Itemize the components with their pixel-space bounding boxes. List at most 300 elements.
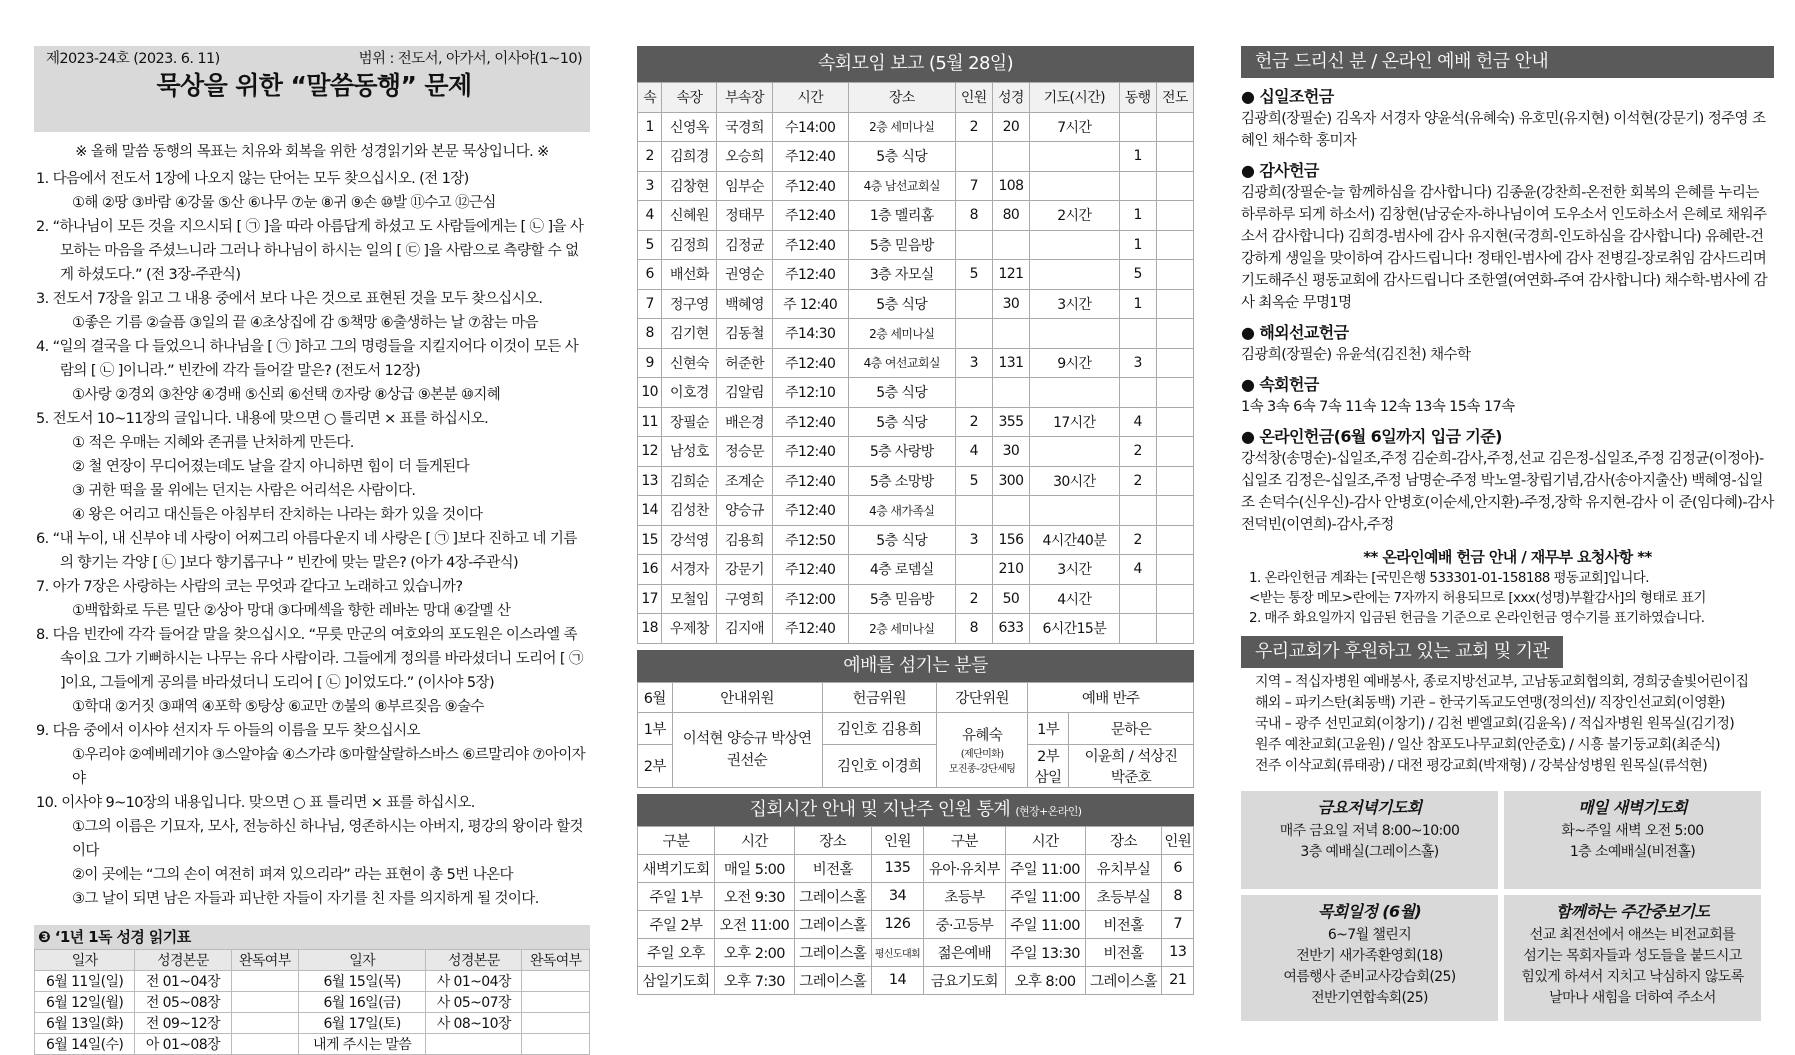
report-cell: 신현숙	[662, 348, 717, 378]
table-row	[638, 378, 1194, 408]
table-row	[638, 496, 1194, 526]
plan-cell: 사 08~10장	[426, 1013, 522, 1034]
offering-column	[1241, 0, 1774, 1021]
report-cell: 7	[955, 171, 992, 201]
report-cell: 3	[1119, 348, 1156, 378]
stats-cell: 그레이스홀	[794, 966, 871, 994]
report-cell	[1156, 348, 1193, 378]
table-row	[638, 319, 1194, 349]
wt-acc-p1: 1부	[1028, 712, 1069, 744]
question-option: ①해 ②땅 ③바람 ④강물 ⑤산 ⑥나무 ⑦눈 ⑧귀 ⑨손 ⑩발 ⑪수고 ⑫근심	[72, 195, 496, 211]
table-row	[638, 614, 1194, 644]
report-cell: 2	[1119, 437, 1156, 467]
report-cell: 4층 여선교회실	[848, 348, 955, 378]
question-option: ④ 왕은 어리고 대신들은 아침부터 잔치하는 나라는 화가 있을 것이다	[72, 507, 483, 523]
report-cell	[1156, 201, 1193, 231]
table-row	[35, 992, 590, 1013]
report-cell: 남성호	[662, 437, 717, 467]
report-cell: 김희순	[662, 466, 717, 496]
report-cell	[1156, 525, 1193, 555]
reading-plan-table	[34, 949, 590, 1055]
report-cell: 2시간	[1030, 201, 1120, 231]
info-box-line: 여름행사 준비교사강습회(25)	[1283, 969, 1456, 985]
stats-cell: 오후 2:00	[714, 938, 794, 966]
plan-cell	[231, 1034, 299, 1055]
report-cell: 4	[955, 437, 992, 467]
wt-pulpit-sub2: 모진종-강단세팅	[948, 764, 1016, 775]
report-cell: 5층 식당	[848, 407, 955, 437]
report-cell	[992, 142, 1029, 172]
table-row	[638, 966, 1194, 994]
wt-pulpit-name: 유혜숙	[962, 728, 1003, 744]
wt-h-guide: 안내위원	[672, 682, 822, 712]
info-box-title: 금요저녁기도회	[1317, 798, 1422, 817]
report-title: 속회모임 보고 (5월 28일)	[637, 46, 1194, 82]
stats-cell: 14	[871, 966, 923, 994]
question	[34, 575, 590, 623]
question	[34, 719, 590, 791]
report-header: 시간	[772, 83, 848, 113]
stats-cell: 유치부실	[1085, 854, 1162, 882]
report-cell	[955, 496, 992, 526]
report-cell: 주14:30	[772, 319, 848, 349]
stats-header: 인원	[1162, 826, 1194, 854]
stats-header: 장소	[794, 826, 871, 854]
table-row	[638, 854, 1194, 882]
report-cell: 156	[992, 525, 1029, 555]
notice-item: 1. 온라인헌금 계좌는 [국민은행 533301-01-158188 평동교회]입니다.	[1249, 570, 1649, 586]
report-cell: 2층 세미나실	[848, 614, 955, 644]
stats-cell: 평신도대회	[871, 938, 923, 966]
info-box-line: 날마나 새힘을 더하여 주소서	[1549, 990, 1716, 1006]
report-cell: 3시간	[1030, 289, 1120, 319]
info-box	[1241, 791, 1498, 889]
plan-cell	[231, 971, 299, 992]
report-cell: 양승규	[717, 496, 772, 526]
stats-cell: 비전홀	[794, 854, 871, 882]
report-cell: 모철임	[662, 584, 717, 614]
wt-pulpit	[936, 712, 1027, 787]
report-cell: 1	[1119, 230, 1156, 260]
quiz-column	[34, 0, 590, 1055]
offering-section-body: 1속 3속 6속 7속 11속 12속 13속 15속 17속	[1241, 399, 1515, 415]
report-cell: 7	[638, 289, 662, 319]
report-cell: 80	[992, 201, 1029, 231]
report-cell: 121	[992, 260, 1029, 290]
plan-header: 완독여부	[522, 950, 590, 971]
worship-servers-title: 예배를 섬기는 분들	[637, 650, 1194, 682]
question-option: ③그 날이 되면 남은 자들과 피난한 자들이 자기를 친 자를 의지하게 될 것이다.	[72, 891, 539, 907]
wt-offering-2: 김인호 이경희	[822, 744, 936, 787]
info-box	[1241, 895, 1498, 1021]
report-cell: 정구영	[662, 289, 717, 319]
stats-cell: 초등부	[924, 882, 1005, 910]
table-row	[638, 142, 1194, 172]
report-cell: 주12:40	[772, 171, 848, 201]
notice-list	[1241, 568, 1774, 628]
report-cell: 633	[992, 614, 1029, 644]
plan-cell: 6월 11일(일)	[35, 971, 135, 992]
plan-cell: 6월 14일(수)	[35, 1034, 135, 1055]
report-cell: 주12:40	[772, 437, 848, 467]
report-cell: 4층 로뎀실	[848, 555, 955, 585]
report-cell: 주12:40	[772, 555, 848, 585]
offering-sections	[1241, 86, 1774, 536]
info-box-line: 1층 소예배실(비전홀)	[1569, 844, 1696, 860]
plan-cell: 사 05~07장	[426, 992, 522, 1013]
wt-offering-1: 김인호 김용희	[822, 712, 936, 744]
table-row	[638, 882, 1194, 910]
report-cell: 210	[992, 555, 1029, 585]
report-cell: 3시간	[1030, 555, 1120, 585]
report-cell: 배선화	[662, 260, 717, 290]
report-header: 장소	[848, 83, 955, 113]
report-cell	[1156, 614, 1193, 644]
report-cell: 2	[955, 407, 992, 437]
report-cell	[1156, 142, 1193, 172]
report-cell: 4층 남선교회실	[848, 171, 955, 201]
plan-cell: 전 01~04장	[135, 971, 231, 992]
wt-h-pulpit: 강단위원	[936, 682, 1027, 712]
question-text: 4. “일의 결국을 다 들었으니 하나님을 [ ㉠ ]하고 그의 명령들을 지킬지어다 이것이 모든 사람의 [ ㉡ ]이니라.” 빈칸에 각각 들어갈 말은? (전도서 12장)	[36, 339, 579, 379]
report-cell	[1030, 496, 1120, 526]
table-row	[638, 938, 1194, 966]
report-cell: 2층 세미나실	[848, 112, 955, 142]
table-row	[638, 555, 1194, 585]
report-header: 부속장	[717, 83, 772, 113]
question-option: ①그의 이름은 기묘자, 모사, 전능하신 하나님, 영존하시는 아버지, 평강의 왕이라 할것이다	[72, 819, 583, 859]
report-cell: 4	[1119, 407, 1156, 437]
report-cell: 20	[992, 112, 1029, 142]
report-cell: 조계순	[717, 466, 772, 496]
report-cell: 50	[992, 584, 1029, 614]
info-box-title: 매일 새벽기도회	[1578, 798, 1687, 817]
report-cell	[955, 378, 992, 408]
table-row	[638, 910, 1194, 938]
report-cell	[1156, 496, 1193, 526]
table-row	[638, 407, 1194, 437]
plan-cell	[231, 1013, 299, 1034]
question	[34, 287, 590, 335]
report-header: 성경	[992, 83, 1029, 113]
stats-cell: 오후 8:00	[1005, 966, 1085, 994]
stats-cell: 21	[1162, 966, 1194, 994]
report-cell	[1119, 496, 1156, 526]
question	[34, 167, 590, 215]
table-row	[638, 201, 1194, 231]
stats-cell: 매일 5:00	[714, 854, 794, 882]
stats-cell: 그레이스홀	[794, 882, 871, 910]
stats-cell: 8	[1162, 882, 1194, 910]
stats-cell: 13	[1162, 938, 1194, 966]
stats-cell: 오후 7:30	[714, 966, 794, 994]
report-cell: 허준한	[717, 348, 772, 378]
cell-group-report-table	[637, 82, 1194, 644]
report-cell: 김희경	[662, 142, 717, 172]
report-cell: 2층 세미나실	[848, 319, 955, 349]
report-cell	[1030, 171, 1120, 201]
question	[34, 791, 590, 911]
report-cell: 30	[992, 289, 1029, 319]
support-item: 지역 – 적십자병원 예배봉사, 종로지방선교부, 고남동교회협의회, 경희궁솔빛어린이집	[1255, 674, 1749, 690]
wt-acc-p2-b: 삼일	[1034, 769, 1062, 786]
question	[34, 215, 590, 287]
report-cell	[955, 142, 992, 172]
table-row	[638, 260, 1194, 290]
report-cell: 12	[638, 437, 662, 467]
report-cell	[1119, 171, 1156, 201]
plan-cell: 전 05~08장	[135, 992, 231, 1013]
report-cell: 5층 믿음방	[848, 230, 955, 260]
stats-cell: 비전홀	[1085, 910, 1162, 938]
report-cell: 4	[638, 201, 662, 231]
report-cell: 5층 식당	[848, 289, 955, 319]
report-cell: 6시간15분	[1030, 614, 1120, 644]
offering-section-body: 김광희(장필순-늘 함께하심을 감사합니다) 김종윤(강찬희-온전한 회복의 은혜를 누리는 하루하루 되게 하소서) 김창현(남궁순자-하나님이여 도우소서 인도하소서 은혜로 채워주소서 감사합니다) 김희경-범사에 감사 유지현(국경희-인도하심을 감사합니다) 유혜란-건강하게 생일을 맞이하여 감사드립니다! 정태인-범사에 감사 전병길-장로취임 감사드리며 기도해주신 평동교회에 감사드립니다 조한열(여연화-주여 감사합니다) 채수학-범사에 감사 최옥순 무명1명	[1241, 185, 1768, 311]
question-text: 7. 아가 7장은 사랑하는 사람의 코는 무엇과 같다고 노래하고 있습니까?	[36, 579, 463, 595]
wt-acc-p2	[1028, 744, 1069, 787]
info-box	[1504, 791, 1761, 889]
report-cell: 주12:40	[772, 142, 848, 172]
stats-cell: 126	[871, 910, 923, 938]
report-cell: 신영옥	[662, 112, 717, 142]
report-cell: 주 12:40	[772, 289, 848, 319]
wt-acc-p2-a: 2부	[1037, 748, 1060, 765]
support-item: 국내 – 광주 선민교회(이창기) / 김천 벧엘교회(김윤옥) / 적십자병원 원목실(김기정)	[1255, 716, 1735, 732]
stats-cell: 중·고등부	[924, 910, 1005, 938]
report-header: 속장	[662, 83, 717, 113]
report-cell: 10	[638, 378, 662, 408]
report-cell: 4	[1119, 555, 1156, 585]
notice-item: 2. 매주 화요일까지 입금된 헌금을 기준으로 온라인헌금 영수기를 표기하였습니다.	[1249, 610, 1705, 626]
report-cell	[1156, 378, 1193, 408]
report-cell: 김창현	[662, 171, 717, 201]
report-cell: 2	[1119, 466, 1156, 496]
report-cell: 13	[638, 466, 662, 496]
report-cell: 김용희	[717, 525, 772, 555]
plan-cell: 6월 12일(월)	[35, 992, 135, 1013]
wt-h-offering: 헌금위원	[822, 682, 936, 712]
report-cell	[992, 230, 1029, 260]
report-cell: 5층 소망방	[848, 466, 955, 496]
report-cell: 김성찬	[662, 496, 717, 526]
stats-title-text: 집회시간 안내 및 지난주 인원 통계	[749, 798, 1011, 820]
report-cell: 수14:00	[772, 112, 848, 142]
stats-cell: 오전 9:30	[714, 882, 794, 910]
info-box-line: 매주 금요일 저녁 8:00~10:00	[1279, 823, 1460, 839]
plan-cell: 전 09~12장	[135, 1013, 231, 1034]
question-text: 10. 이사야 9~10장의 내용입니다. 맞으면 ○ 표 틀리면 × 표를 하십시오.	[36, 795, 475, 811]
info-box-line: 전반기 새가족환영회(18)	[1296, 948, 1443, 964]
report-cell	[1119, 614, 1156, 644]
plan-header: 성경본문	[426, 950, 522, 971]
report-cell: 주12:40	[772, 260, 848, 290]
notice-item: <받는 통장 메모>란에는 7자까지 허용되므로 [xxx(성명)부활감사]의 형태로 표기	[1249, 590, 1706, 606]
report-cell: 주12:40	[772, 496, 848, 526]
table-row	[638, 466, 1194, 496]
report-cell: 정승문	[717, 437, 772, 467]
report-cell: 2	[955, 584, 992, 614]
stats-cell: 오전 11:00	[714, 910, 794, 938]
report-cell: 5	[955, 466, 992, 496]
report-cell: 3	[955, 525, 992, 555]
report-cell: 주12:00	[772, 584, 848, 614]
report-cell	[1119, 319, 1156, 349]
report-cell: 강석영	[662, 525, 717, 555]
quiz-intro: ※ 올해 말씀 동행의 목표는 치유와 회복을 위한 성경읽기와 본문 묵상입니다. ※	[75, 144, 549, 160]
report-cell: 김지애	[717, 614, 772, 644]
report-cell	[1156, 407, 1193, 437]
stats-header: 장소	[1085, 826, 1162, 854]
table-row	[638, 525, 1194, 555]
plan-cell	[522, 971, 590, 992]
stats-cell: 그레이스홀	[1085, 966, 1162, 994]
stats-cell: 금요기도회	[924, 966, 1005, 994]
plan-cell	[231, 992, 299, 1013]
question-text: 3. 전도서 7장을 읽고 그 내용 중에서 보다 나은 것으로 표현된 것을 모두 찾으십시오.	[36, 291, 543, 307]
question	[34, 335, 590, 407]
stats-cell: 그레이스홀	[794, 938, 871, 966]
report-cell: 4시간40분	[1030, 525, 1120, 555]
reading-plan-title: ❸ ‘1년 1독 성경 읽기표	[34, 925, 590, 949]
plan-cell: 내게 주시는 말씀	[299, 1034, 426, 1055]
stats-cell: 젊은예배	[924, 938, 1005, 966]
report-cell: 주12:40	[772, 230, 848, 260]
stats-subtitle: (현장+온라인)	[1015, 804, 1082, 818]
plan-header: 성경본문	[135, 950, 231, 971]
wt-part2: 2부	[638, 744, 673, 787]
info-box-title: 목회일정 (6월)	[1317, 902, 1422, 921]
report-cell: 김정균	[717, 230, 772, 260]
report-cell: 8	[955, 614, 992, 644]
report-cell	[1156, 289, 1193, 319]
report-cell: 김기현	[662, 319, 717, 349]
report-cell: 300	[992, 466, 1029, 496]
report-cell: 5	[1119, 260, 1156, 290]
report-cell: 5	[638, 230, 662, 260]
report-column	[637, 0, 1194, 995]
worship-servers-table	[637, 682, 1194, 788]
report-cell	[1030, 230, 1120, 260]
report-cell	[1119, 584, 1156, 614]
offering-section-title: ● 감사헌금	[1241, 161, 1319, 180]
report-cell: 9	[638, 348, 662, 378]
report-cell: 4시간	[1030, 584, 1120, 614]
report-cell: 11	[638, 407, 662, 437]
report-header: 기도(시간)	[1030, 83, 1120, 113]
stats-cell: 주일 11:00	[1005, 910, 1085, 938]
report-cell: 1	[638, 112, 662, 142]
report-cell: 김동철	[717, 319, 772, 349]
support-title: 우리교회가 후원하고 있는 교회 및 기관	[1241, 636, 1563, 668]
report-cell: 1층 멜리홈	[848, 201, 955, 231]
report-cell: 9시간	[1030, 348, 1120, 378]
question-option: ③ 귀한 떡을 물 위에는 던지는 사람은 어리석은 사람이다.	[72, 483, 416, 499]
report-cell: 5층 믿음방	[848, 584, 955, 614]
report-cell: 장필순	[662, 407, 717, 437]
report-cell	[955, 230, 992, 260]
report-cell: 5층 식당	[848, 525, 955, 555]
report-cell	[1156, 171, 1193, 201]
notice-title: ** 온라인예배 헌금 안내 / 재무부 요청사항 **	[1363, 548, 1652, 566]
stats-cell: 주일 13:30	[1005, 938, 1085, 966]
report-cell: 2	[955, 112, 992, 142]
question-option: ② 철 연장이 무디어졌는데도 날을 갈지 아니하면 힘이 더 들게된다	[72, 459, 470, 475]
quiz-title: 묵상을 위한 “말씀동행” 문제	[156, 71, 472, 100]
quiz-range: 범위 : 전도서, 아가서, 이사야(1~10)	[358, 51, 582, 67]
report-cell: 백혜영	[717, 289, 772, 319]
plan-header: 일자	[299, 950, 426, 971]
plan-cell: 6월 15일(목)	[299, 971, 426, 992]
report-cell: 주12:10	[772, 378, 848, 408]
wt-acc-n2-b: 박준호	[1110, 769, 1152, 786]
offering-section-body: 김광희(장필순) 유윤석(김진천) 채수학	[1241, 347, 1471, 363]
stats-table	[637, 826, 1194, 995]
plan-header: 일자	[35, 950, 135, 971]
report-cell: 5	[955, 260, 992, 290]
report-cell: 1	[1119, 142, 1156, 172]
question-option: ②이 곳에는 “그의 손이 여전히 펴져 있으리라” 라는 표현이 총 5번 나온다	[72, 867, 513, 883]
report-cell: 1	[1119, 289, 1156, 319]
report-cell	[1030, 437, 1120, 467]
stats-cell: 6	[1162, 854, 1194, 882]
offering-section-title: ● 온라인헌금(6월 6일까지 입금 기준)	[1241, 427, 1502, 446]
report-cell	[1156, 319, 1193, 349]
stats-cell: 새벽기도회	[638, 854, 715, 882]
report-cell: 주12:40	[772, 407, 848, 437]
report-header: 속	[638, 83, 662, 113]
report-cell	[1030, 319, 1120, 349]
report-cell	[992, 319, 1029, 349]
stats-cell: 주일 1부	[638, 882, 715, 910]
report-cell	[1156, 230, 1193, 260]
report-cell: 7시간	[1030, 112, 1120, 142]
question-text: 9. 다음 중에서 이사야 선지자 두 아들의 이름을 모두 찾으십시오	[36, 723, 420, 739]
report-cell: 김정희	[662, 230, 717, 260]
plan-cell: 6월 16일(금)	[299, 992, 426, 1013]
report-cell: 3층 자모실	[848, 260, 955, 290]
report-cell: 주12:40	[772, 466, 848, 496]
table-row	[638, 230, 1194, 260]
report-cell: 16	[638, 555, 662, 585]
offering-section-title: ● 십일조헌금	[1241, 87, 1334, 106]
report-cell	[1119, 378, 1156, 408]
issue-number: 제2023-24호 (2023. 6. 11)	[46, 51, 220, 67]
stats-cell: 주일 11:00	[1005, 882, 1085, 910]
question-text: 2. “하나님이 모든 것을 지으시되 [ ㉠ ]을 따라 아름답게 하셨고 도 사람들에게는 [ ㉡ ]을 사모하는 마음을 주셨느니라 그러나 하나님이 하시는 일의 [ ㉢ ]을 사람으로 측량할 수 없게 하셨도다.” (전 3장-주관식)	[36, 219, 584, 283]
plan-cell: 6월 17일(토)	[299, 1013, 426, 1034]
table-row	[35, 1034, 590, 1055]
stats-cell: 주일 오후	[638, 938, 715, 966]
report-cell: 14	[638, 496, 662, 526]
report-cell: 권영순	[717, 260, 772, 290]
report-cell	[1156, 555, 1193, 585]
report-cell: 30시간	[1030, 466, 1120, 496]
question-option: ①우리야 ②예베레기야 ③스알야숩 ④스가랴 ⑤마할살랄하스바스 ⑥르말리야 ⑦아이자야	[72, 747, 586, 787]
plan-cell	[522, 1034, 590, 1055]
stats-cell: 주일 11:00	[1005, 854, 1085, 882]
report-cell	[1156, 466, 1193, 496]
report-cell	[1119, 112, 1156, 142]
plan-cell	[522, 1013, 590, 1034]
plan-cell	[522, 992, 590, 1013]
report-cell: 4층 새가족실	[848, 496, 955, 526]
report-cell	[1030, 260, 1120, 290]
report-cell: 주12:50	[772, 525, 848, 555]
report-cell: 오승희	[717, 142, 772, 172]
report-cell: 3	[638, 171, 662, 201]
stats-cell: 삼일기도회	[638, 966, 715, 994]
